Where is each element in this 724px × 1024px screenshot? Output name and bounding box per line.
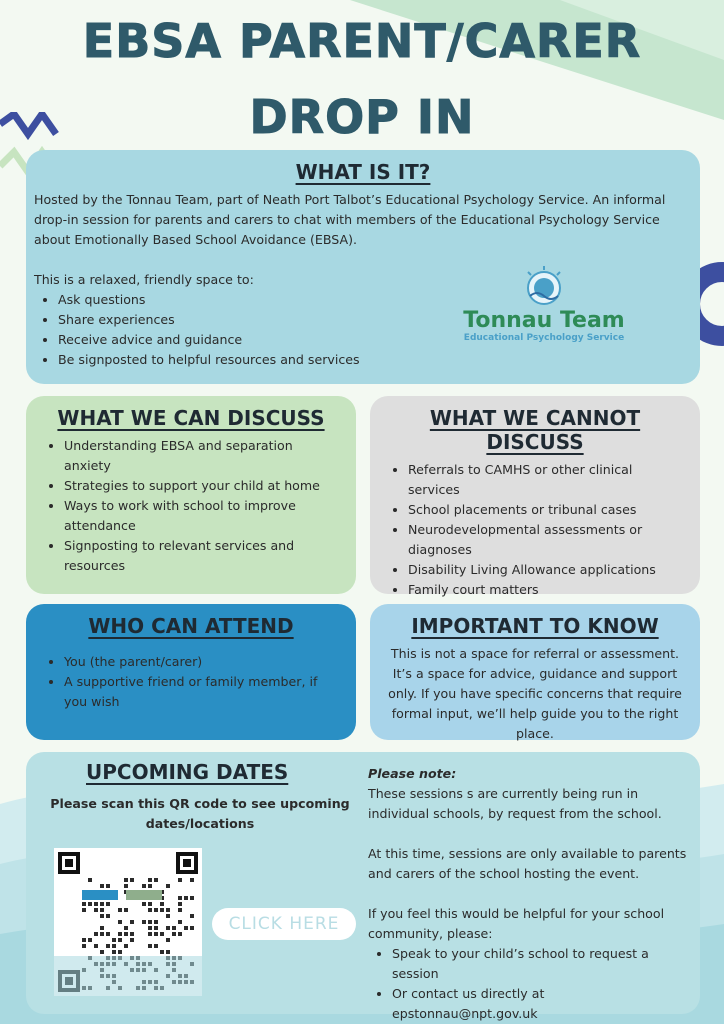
cannot-discuss-heading: WHAT WE CANNOT DISCUSS — [429, 406, 641, 454]
cannot-discuss-card — [370, 396, 700, 597]
list-item: • Disability Living Allowance applications — [408, 560, 686, 580]
qr-code[interactable] — [54, 848, 202, 996]
note-paragraph-2: At this time, sessions are only available to parents and carers of the school hosting the event. — [368, 846, 687, 881]
list-item: • Receive advice and guidance — [58, 330, 684, 350]
list-item: • Ways to work with school to improve attendance — [64, 496, 342, 536]
can-discuss-card — [26, 396, 356, 594]
list-item: • Referrals to CAMHS or other clinical services — [408, 460, 686, 500]
list-item: • Family court matters — [408, 580, 686, 600]
click-here-button[interactable]: CLICK HERE — [212, 908, 356, 940]
page-title-line1: EBSA PARENT/CARER — [82, 14, 642, 68]
list-item: • Or contact us directly at epstonnau@npt.gov.uk — [392, 984, 692, 1024]
list-item: • Strategies to support your child at home — [64, 476, 342, 496]
can-discuss-heading: WHAT WE CAN DISCUSS — [57, 406, 325, 430]
tonnau-logo-icon — [520, 266, 568, 310]
note-list — [368, 944, 692, 1024]
what-is-it-card — [26, 150, 700, 384]
page-title-line2: DROP IN — [249, 90, 475, 144]
list-item: • You (the parent/carer) — [64, 652, 342, 672]
scan-instructions: Please scan this QR code to see upcoming dates/locations — [50, 796, 350, 831]
please-note-section — [368, 764, 692, 1024]
list-item: • Understanding EBSA and separation anxiety — [64, 436, 342, 476]
list-item: • Share experiences — [58, 310, 684, 330]
what-is-it-intro: Hosted by the Tonnau Team, part of Neath Port Talbot’s Educational Psychology Service. An informal drop-in session for parents and carers to chat with members of the Educational Psychology Service about Emotionally Based School Avoidance (EBSA). — [34, 192, 666, 247]
who-can-attend-card — [26, 604, 356, 740]
cannot-discuss-list — [384, 460, 686, 600]
list-item: • Ask questions — [58, 290, 684, 310]
important-text: This is not a space for referral or assessment. It’s a space for advice, guidance and support only. If you have specific concerns that require formal input, we’ll help guide you to the right place. — [388, 646, 682, 741]
note-title: Please note: — [368, 766, 457, 781]
logo-subtitle: Educational Psychology Service — [463, 333, 625, 343]
tonnau-team-logo — [454, 266, 634, 366]
who-can-attend-list — [40, 652, 342, 712]
list-item: • Speak to your child’s school to request a session — [392, 944, 692, 984]
what-is-it-heading: WHAT IS IT? — [295, 160, 431, 184]
list-item: • Signposting to relevant services and resources — [64, 536, 342, 576]
what-is-it-lead: This is a relaxed, friendly space to: — [34, 272, 254, 287]
important-heading: IMPORTANT TO KNOW — [411, 614, 659, 638]
upcoming-dates-card — [26, 752, 700, 1021]
who-can-attend-heading: WHO CAN ATTEND — [88, 614, 294, 638]
list-item: • Be signposted to helpful resources and services — [58, 350, 684, 370]
upcoming-heading: UPCOMING DATES — [86, 760, 289, 784]
list-item: • Neurodevelopmental assessments or diagnoses — [408, 520, 686, 560]
note-paragraph-1: These sessions s are currently being run in individual schools, by request from the school. — [368, 786, 662, 821]
list-item: • A supportive friend or family member, if you wish — [64, 672, 342, 712]
logo-name: Tonnau Team — [463, 308, 625, 333]
note-paragraph-3: If you feel this would be helpful for your school community, please: — [368, 906, 665, 941]
important-to-know-card — [370, 604, 700, 740]
can-discuss-list — [40, 436, 342, 576]
list-item: • School placements or tribunal cases — [408, 500, 686, 520]
